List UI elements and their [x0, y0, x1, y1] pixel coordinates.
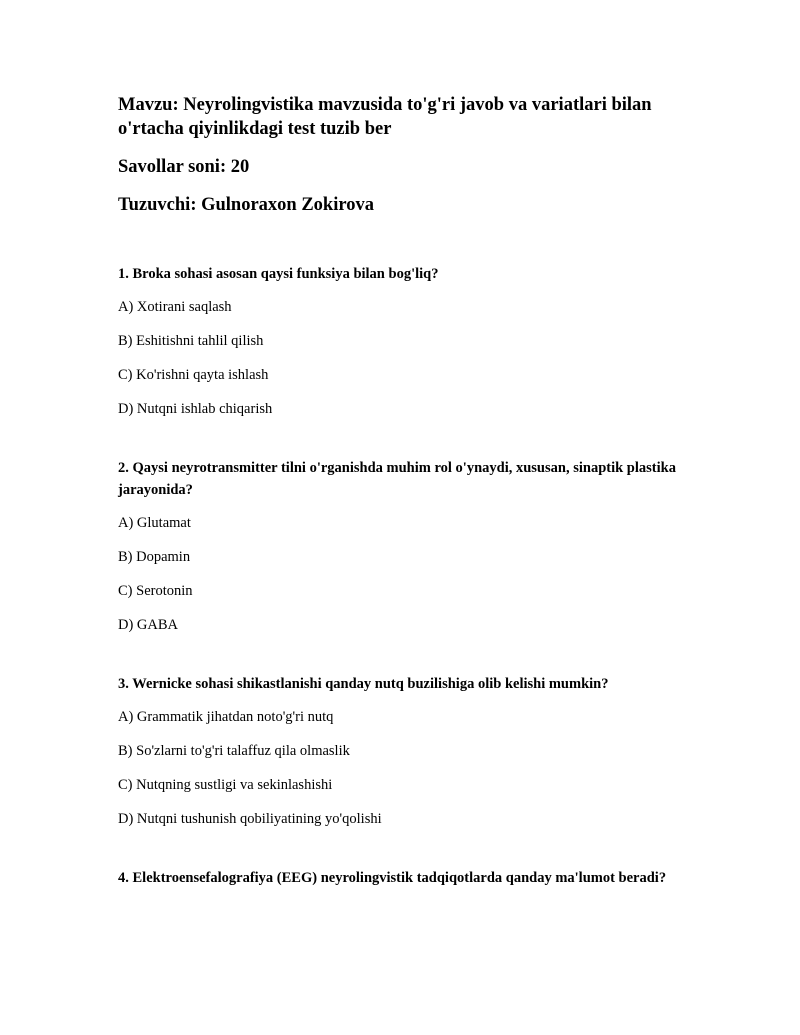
option-c: C) Serotonin	[118, 583, 193, 599]
question-text: 4. Elektroensefalografiya (EEG) neyrolingvistik tadqiqotlarda qanday ma'lumot beradi?	[118, 870, 667, 886]
option-d: D) Nutqni tushunish qobiliyatining yo'qolishi	[118, 811, 382, 827]
option-b: B) Eshitishni tahlil qilish	[118, 333, 264, 349]
question-text: 3. Wernicke sohasi shikastlanishi qanday nutq buzilishiga olib kelishi mumkin?	[118, 676, 609, 692]
option-d: D) Nutqni ishlab chiqarish	[118, 401, 273, 417]
option-list	[118, 513, 678, 635]
question-4	[118, 867, 678, 889]
option-list	[118, 297, 678, 419]
question-text: 1. Broka sohasi asosan qaysi funksiya bilan bog'liq?	[118, 266, 439, 282]
option-a: A) Grammatik jihatdan noto'g'ri nutq	[118, 709, 334, 725]
option-b: B) So'zlarni to'g'ri talaffuz qila olmaslik	[118, 743, 350, 759]
option-c: C) Nutqning sustligi va sekinlashishi	[118, 777, 333, 793]
question-3	[118, 673, 678, 829]
option-list	[118, 707, 678, 829]
option-a: A) Xotirani saqlash	[118, 299, 232, 315]
document-page	[118, 93, 678, 889]
author-line: Tuzuvchi: Gulnoraxon Zokirova	[118, 195, 374, 215]
question-2	[118, 457, 678, 635]
question-text: 2. Qaysi neyrotransmitter tilni o'rganishda muhim rol o'ynaydi, xususan, sinaptik plastika jarayonida?	[118, 460, 676, 498]
document-title: Mavzu: Neyrolingvistika mavzusida to'g'ri javob va variatlari bilan o'rtacha qiyinlikdagi test tuzib ber	[118, 95, 652, 139]
question-1	[118, 263, 678, 419]
option-d: D) GABA	[118, 617, 179, 633]
option-b: B) Dopamin	[118, 549, 191, 565]
option-a: A) Glutamat	[118, 515, 191, 531]
option-c: C) Ko'rishni qayta ishlash	[118, 367, 269, 383]
question-count: Savollar soni: 20	[118, 157, 250, 177]
